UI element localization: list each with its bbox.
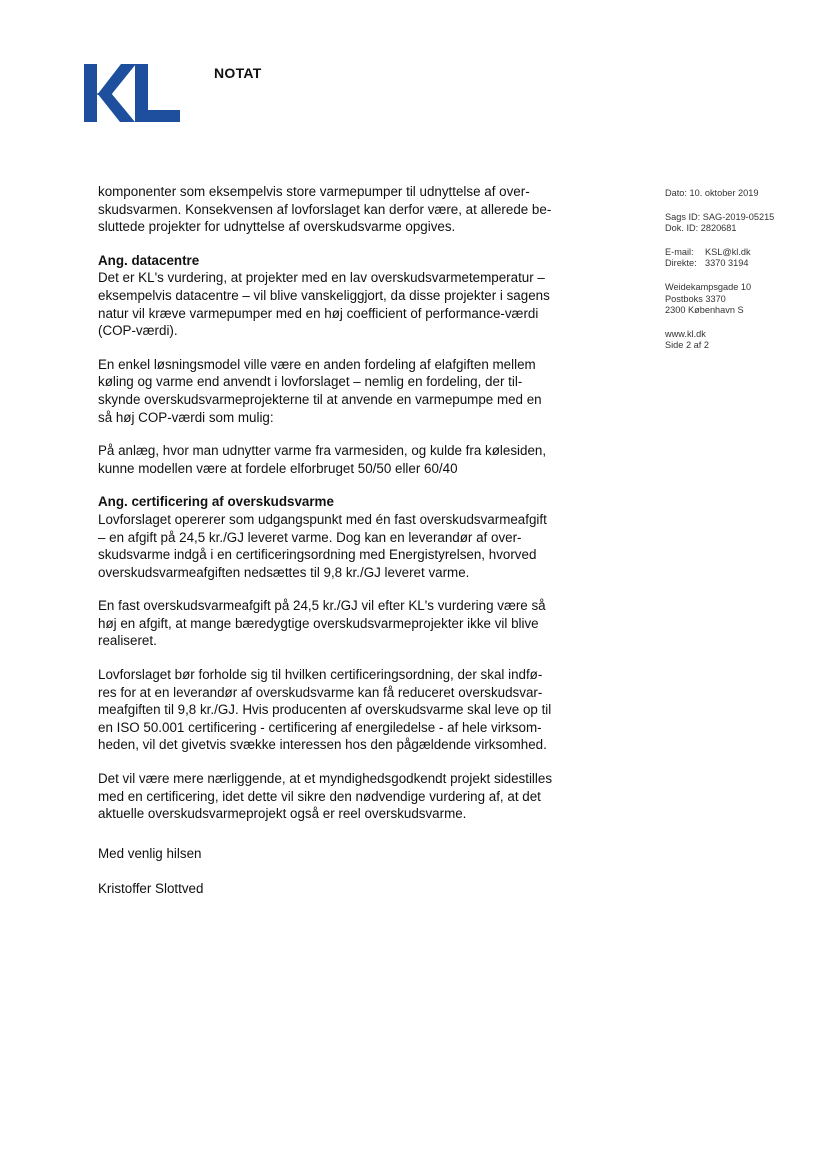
paragraph: En enkel løsningsmodel ville være en anden fordeling af elafgiften mellem køling og varme end anvendt i lovforslaget – nemlig en fordeling, der til- skynde overskudsvarmeprojekterne til at anvende en varmepumpe med en så høj COP-værdi som mulig: <box>98 356 542 425</box>
section-heading-certification: Ang. certificering af overskudsvarme <box>98 494 334 510</box>
page-number: Side 2 af 2 <box>665 340 709 351</box>
paragraph: komponenter som eksempelvis store varmepumper til udnyttelse af over- skudsvarmen. Konsekvensen af lovforslaget kan derfor være, at allerede be- sluttede projekter for udnyttelse af overskudsvarme opgives. <box>98 184 552 235</box>
paragraph: Det er KL's vurdering, at projekter med en lav overskudsvarmetemperatur – eksempelvis datacentre – vil blive vanskeliggjort, da disse projekter i sagens natur vil kræve varmepumper med en høj coefficient of performance-værdi (COP-værdi). <box>98 270 550 339</box>
phone-value: 3370 3194 <box>705 258 749 269</box>
phone-row <box>665 258 774 270</box>
phone-label: Direkte: <box>665 258 697 269</box>
kl-logo <box>84 64 180 122</box>
paragraph: Lovforslaget opererer som udgangspunkt med én fast overskudsvarmeafgift – en afgift på 24,5 kr./GJ leveret varme. Dog kan en leverandør af over- skudsvarme indgå i en certificeringsordning med Energistyrelsen, hvorved overskudsvarmeafgiften nedsættes til 9,8 kr./GJ leveret varme. <box>98 511 547 580</box>
email-link[interactable]: KSL@kl.dk <box>705 246 751 257</box>
paragraph: Det vil være mere nærliggende, at et myndighedsgodkendt projekt sidestilles med en certificering, idet dette vil sikre den nødvendige vurdering af, at det aktuelle overskudsvarmeprojekt også er reel overskudsvarme. <box>98 771 553 822</box>
paragraph: Lovforslaget bør forholde sig til hvilken certificeringsordning, der skal indfø- res for at en leverandør af overskudsvarme kan få reduceret overskudsvar- meafgiften til 9,8 kr./GJ. Hvis producenten af overskudsvarme skal leve op til en ISO 50.001 certificering - certificering af energiledelse - af hele virksom- heden, vil det givetvis svække interessen hos den pågældende virksomhed. <box>98 667 552 753</box>
letter-body <box>98 183 560 898</box>
address-line: 2300 København S <box>665 305 744 316</box>
website-link[interactable]: www.kl.dk <box>665 328 706 339</box>
doc-id-text: Dok. ID: 2820681 <box>665 223 737 234</box>
paragraph: En fast overskudsvarmeafgift på 24,5 kr./GJ vil efter KL's vurdering være så høj en afgift, at mange bæredygtige overskudsvarmeprojekter ikke vil blive realiseret. <box>98 598 546 649</box>
email-row <box>665 247 774 259</box>
email-label: E-mail: <box>665 246 694 257</box>
address-line: Postboks 3370 <box>665 293 726 304</box>
address-line: Weidekampsgade 10 <box>665 281 752 292</box>
section-heading-datacentre: Ang. datacentre <box>98 252 200 268</box>
document-type-label: NOTAT <box>214 65 262 81</box>
case-id-text: Sags ID: SAG-2019-05215 <box>665 211 775 222</box>
sidebar-info <box>665 188 774 352</box>
paragraph: På anlæg, hvor man udnytter varme fra varmesiden, og kulde fra kølesiden, kunne modellen være at fordele elforbruget 50/50 eller 60/40 <box>98 443 547 476</box>
date-text: Dato: 10. oktober 2019 <box>665 188 759 198</box>
signature-name: Kristoffer Slottved <box>98 881 204 897</box>
closing-greeting: Med venlig hilsen <box>98 845 202 861</box>
